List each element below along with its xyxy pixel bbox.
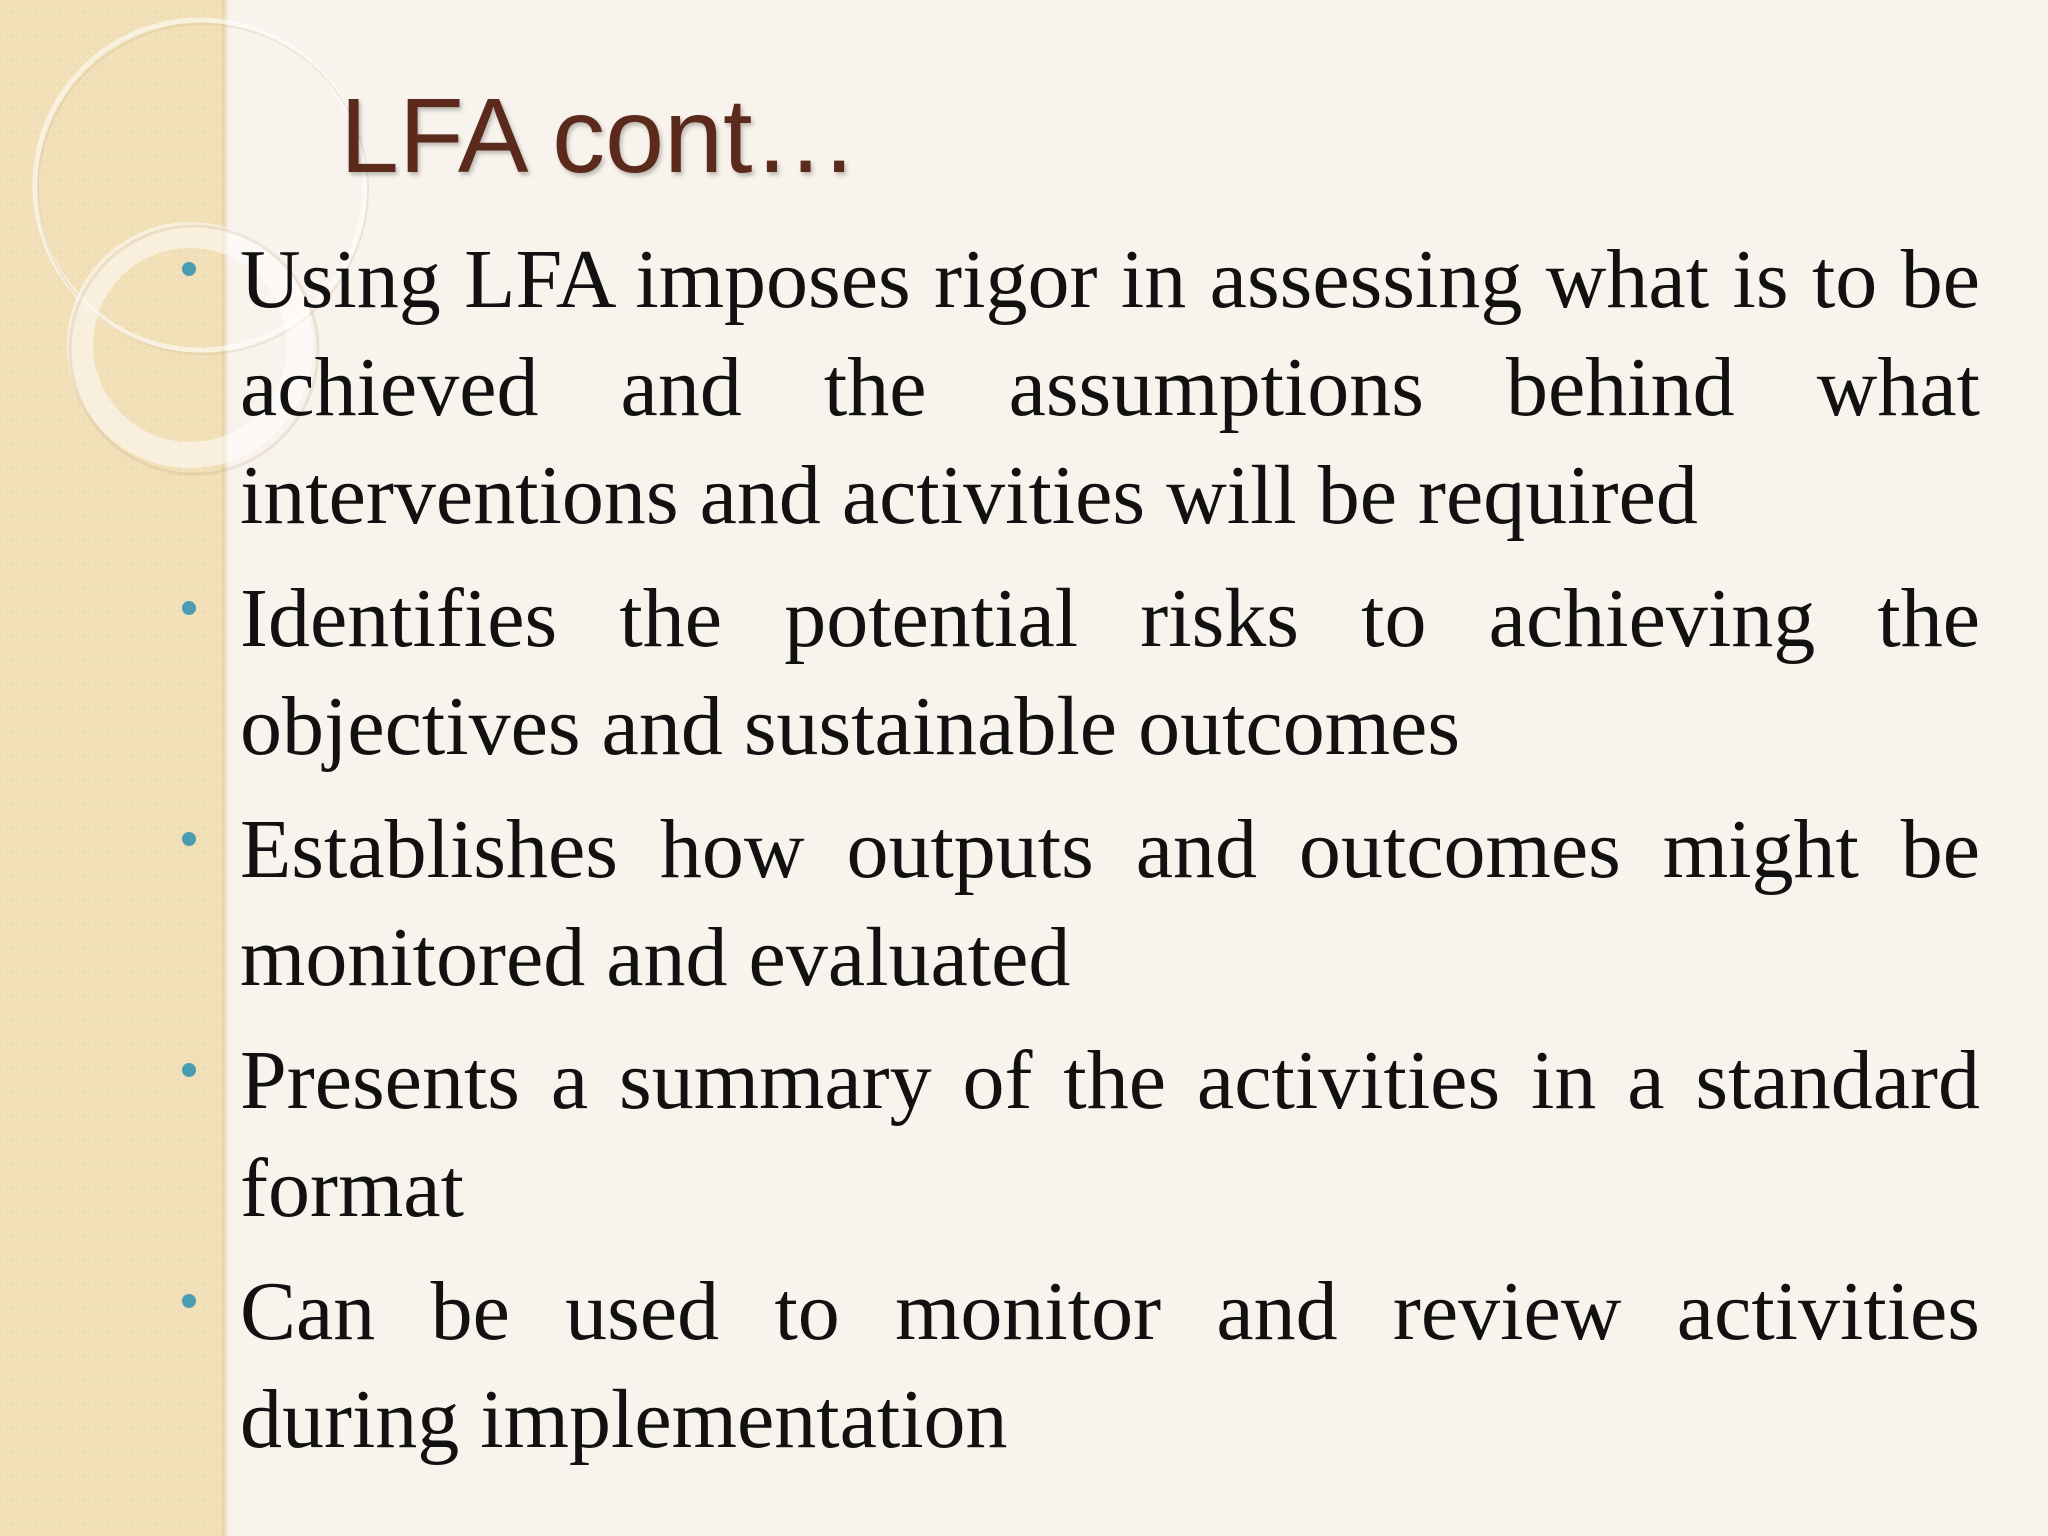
bullet-text: Establishes how outputs and outcomes might be monitored and evaluated xyxy=(240,803,1980,1004)
bullet-dot-icon xyxy=(182,1294,196,1308)
bullet-dot-icon xyxy=(182,1063,196,1077)
bullet-item xyxy=(240,1258,1980,1474)
bullet-text: Can be used to monitor and review activities during implementation xyxy=(240,1265,1980,1466)
bullet-item xyxy=(240,796,1980,1012)
bullet-dot-icon xyxy=(182,262,196,276)
bullet-text: Using LFA imposes rigor in assessing what is to be achieved and the assumptions behind what interventions and activities will be required xyxy=(240,233,1980,542)
slide-title: LFA cont… xyxy=(340,77,859,195)
bullet-item xyxy=(240,226,1980,550)
bullet-dot-icon xyxy=(182,832,196,846)
bullet-item xyxy=(240,565,1980,781)
bullet-item xyxy=(240,1027,1980,1243)
bullet-text: Presents a summary of the activities in a standard format xyxy=(240,1034,1980,1235)
bullet-list xyxy=(240,226,1980,1489)
bullet-dot-icon xyxy=(182,601,196,615)
bullet-text: Identifies the potential risks to achieving the objectives and sustainable outcomes xyxy=(240,572,1980,773)
